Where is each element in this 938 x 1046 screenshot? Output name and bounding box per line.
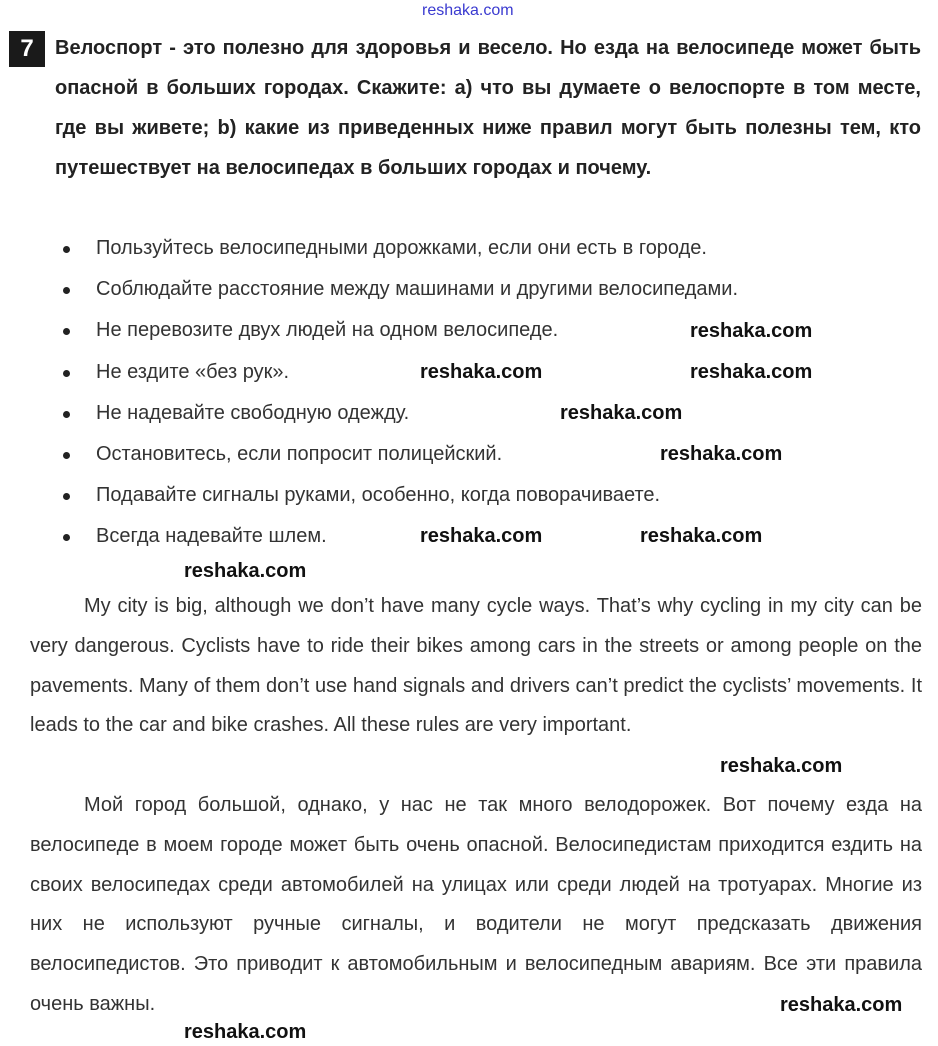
rule-text: Пользуйтесь велосипедными дорожками, если они есть в городе. xyxy=(96,237,707,259)
watermark: reshaka.com xyxy=(422,2,514,19)
rule-item xyxy=(60,352,738,393)
bullet-icon xyxy=(63,246,70,253)
rule-text: Не надевайте свободную одежду. xyxy=(96,401,410,424)
bullet-icon xyxy=(63,287,70,294)
watermark: reshaka.com xyxy=(640,525,763,547)
watermark: reshaka.com xyxy=(184,1021,307,1043)
rule-text: Остановитесь, если попросит полицейский. xyxy=(96,442,503,465)
watermark: reshaka.com xyxy=(720,755,843,777)
rule-item xyxy=(60,310,738,351)
watermark: reshaka.com xyxy=(560,402,683,424)
exercise-question: Велоспорт - это полезно для здоровья и весело. Но езда на велосипеде может быть опасной в больших городах. Скажите: a) что вы думаете о велоспорте в том месте, где вы живете; b) какие из приведенных ниже правил могут быть полезны тем, кто путешествует на велосипедах в больших городах и почему. xyxy=(55,37,921,179)
rule-text: Не перевозите двух людей на одном велосипеде. xyxy=(96,319,559,342)
answer-english-text: My city is big, although we don’t have many cycle ways. That’s why cycling in my city can be very dangerous. Cyclists have to ride their bikes among cars in the streets or among people on the pavements. Many of them don’t use hand signals and drivers can’t predict the cyclists’ movements. It leads to the car and bike crashes. All these rules are very important. xyxy=(30,595,922,737)
rule-text: Подавайте сигналы руками, особенно, когда поворачиваете. xyxy=(96,484,661,507)
watermark: reshaka.com xyxy=(660,443,783,465)
rule-item xyxy=(60,434,738,475)
watermark: reshaka.com xyxy=(184,560,307,582)
bullet-icon xyxy=(63,493,70,500)
bullet-icon xyxy=(63,370,70,377)
rule-text: Соблюдайте расстояние между машинами и другими велосипедами. xyxy=(96,278,739,301)
rule-text: Всегда надевайте шлем. xyxy=(96,525,327,548)
watermark: reshaka.com xyxy=(420,525,543,547)
answer-russian-text: Мой город большой, однако, у нас не так много велодорожек. Вот почему езда на велосипеде в моем городе может быть очень опасной. Велосипедистам приходится ездить на своих велосипедах среди автомобилей на улицах или среди людей на тротуарах. Многие из них не используют ручные сигналы, и водители не могут предсказать движения велосипедистов. Это приводит к автомобильным и велосипедным авариям. Все эти правила очень важны. xyxy=(30,794,922,1015)
rule-text: Не ездите «без рук». xyxy=(96,360,290,383)
exercise-number: 7 xyxy=(9,31,45,67)
answer-english xyxy=(30,587,922,746)
answer-russian xyxy=(30,786,922,1025)
rule-item xyxy=(60,475,738,516)
bullet-icon xyxy=(63,328,70,335)
watermark: reshaka.com xyxy=(420,361,543,383)
bullet-icon xyxy=(63,534,70,541)
watermark: reshaka.com xyxy=(690,320,813,342)
rule-item xyxy=(60,516,738,557)
watermark: reshaka.com xyxy=(690,361,813,383)
rules-list xyxy=(60,228,738,558)
watermark: reshaka.com xyxy=(780,994,903,1016)
rule-item xyxy=(60,269,738,310)
bullet-icon xyxy=(63,452,70,459)
bullet-icon xyxy=(63,411,70,418)
rule-item xyxy=(60,228,738,269)
